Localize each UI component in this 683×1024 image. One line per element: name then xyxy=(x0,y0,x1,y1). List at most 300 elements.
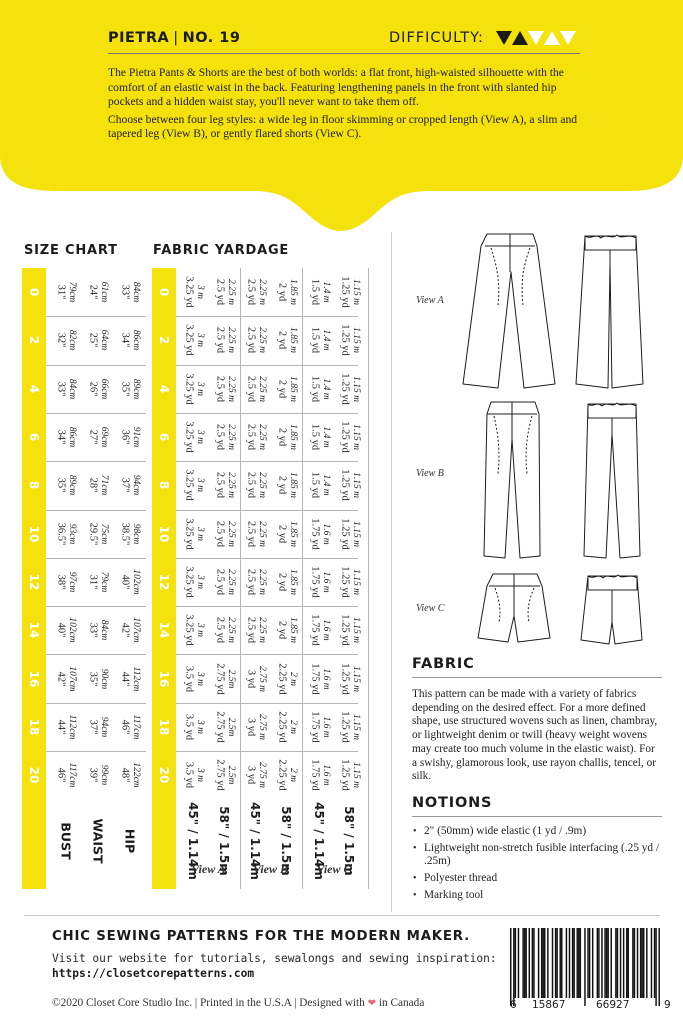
table-row-divider xyxy=(46,558,146,559)
yardage-metric: 1.15 m xyxy=(350,472,361,499)
barcode-bar xyxy=(584,928,585,1006)
table-row-divider xyxy=(46,461,146,462)
size-number: 16 xyxy=(27,670,41,687)
measurement-value: 26" xyxy=(87,381,99,397)
footer-separator: | xyxy=(194,997,198,1009)
yardage-value: 2.5 yd xyxy=(214,279,226,306)
yardage-value: 1.25 yd xyxy=(339,276,351,308)
yardage-metric: 1.15 m xyxy=(350,375,361,402)
yardage-metric: 2.25 m xyxy=(256,520,267,547)
yardage-metric: 1.6 m xyxy=(320,619,331,641)
barcode-bar xyxy=(587,928,588,998)
measurement-value: 34" xyxy=(55,429,67,445)
yardage-metric: 3 m xyxy=(194,623,205,638)
measurement-metric: 90cm xyxy=(98,668,109,689)
yardage-value: 1.25 yd xyxy=(339,614,351,646)
barcode-bar xyxy=(573,928,574,998)
view-c-label: View C xyxy=(416,603,445,614)
barcode-bar xyxy=(542,928,543,998)
size-number: 4 xyxy=(157,384,171,393)
yardage-metric: 2.25 m xyxy=(225,569,236,595)
barcode-bar xyxy=(615,928,616,998)
measurement-metric: 112cm xyxy=(66,714,77,740)
table-row-divider xyxy=(46,703,146,704)
measurement-metric: 75cm xyxy=(98,523,109,544)
yardage-metric: 3 m xyxy=(194,430,205,445)
barcode-bar xyxy=(651,928,652,998)
measurement-metric: 107cm xyxy=(66,665,77,692)
yardage-value: 3.25 yd xyxy=(183,517,195,550)
measurement-value: 42" xyxy=(55,671,67,686)
measurement-metric: 82cm xyxy=(66,330,77,351)
yardage-metric: 1.85 m xyxy=(287,375,298,402)
table-row-divider xyxy=(176,316,358,317)
yardage-metric: 1.85 m xyxy=(287,472,298,499)
measurement-value: 32" xyxy=(55,333,67,348)
yardage-metric: 1.85 m xyxy=(287,569,298,595)
size-number: 8 xyxy=(157,481,171,490)
fabric-width-label: 45" / 1.14m xyxy=(186,802,200,881)
footer-visit-text: Visit our website for tutorials, sewalongs and sewing inspiration: xyxy=(52,952,497,965)
view-a-front-drawing xyxy=(463,234,555,388)
fabric-heading: FABRIC xyxy=(412,656,475,672)
measurement-value: 44" xyxy=(55,719,67,735)
size-number: 2 xyxy=(157,336,171,345)
yardage-metric: 1.6 m xyxy=(320,716,331,738)
yardage-value: 2.75 yd xyxy=(214,759,226,791)
view-c-back-drawing xyxy=(581,575,642,644)
yardage-metric: 2 m xyxy=(287,719,298,734)
table-row-divider xyxy=(176,606,358,607)
barcode-bar xyxy=(566,928,567,998)
yardage-metric: 2.25 m xyxy=(225,472,236,499)
barcode-bar xyxy=(655,928,656,1006)
size-number: 18 xyxy=(27,718,41,736)
yardage-value: 1.25 yd xyxy=(339,373,351,405)
table-row-divider xyxy=(176,703,358,704)
yardage-value: 3.5 yd xyxy=(183,665,195,692)
size-number: 14 xyxy=(157,621,171,639)
table-row-divider xyxy=(46,365,146,366)
yardage-view-label: View B xyxy=(252,862,289,876)
yardage-value: 2.5 yd xyxy=(245,568,257,596)
measurement-metric: 102cm xyxy=(66,617,77,643)
barcode-bar xyxy=(637,928,638,998)
barcode-bar xyxy=(658,928,659,1006)
measurement-value: 36" xyxy=(119,429,131,445)
barcode-bar xyxy=(541,928,542,998)
yardage-value: 3.5 yd xyxy=(183,762,195,789)
yardage-value: 2.5 yd xyxy=(214,568,226,596)
barcode-bar xyxy=(606,928,607,998)
measurement-label: HIP xyxy=(122,829,138,854)
barcode-bar xyxy=(604,928,605,998)
measurement-value: 33" xyxy=(119,284,131,300)
measurement-value: 46" xyxy=(119,719,131,735)
barcode-bar xyxy=(589,928,590,998)
yardage-metric: 2.5m xyxy=(225,765,236,785)
measurement-value: 33" xyxy=(55,381,67,397)
table-row-divider xyxy=(176,413,358,414)
intro-paragraph-1: The Pietra Pants & Shorts are the best of both worlds: a flat front, high-waisted silhouette with the comfort of an elastic waist in the back. Featuring lengthening panels in the front with slanted hip pockets and a hidden waist stay, you'll never want to take them off. xyxy=(108,66,564,109)
barcode-bar xyxy=(513,928,514,1006)
yardage-value: 3 yd xyxy=(245,765,257,785)
yardage-value: 1.25 yd xyxy=(339,662,351,695)
measurement-metric: 98cm xyxy=(130,523,141,544)
yardage-value: 2 yd xyxy=(276,572,288,592)
barcode-digit-group: 66927 xyxy=(596,999,630,1011)
barcode-bar xyxy=(634,928,635,998)
table-row-divider xyxy=(46,654,146,655)
yardage-metric: 1.4 m xyxy=(320,281,331,303)
view-b-front-drawing xyxy=(484,402,540,558)
notion-item: • Marking tool xyxy=(412,889,667,903)
measurement-value: 33" xyxy=(87,622,99,638)
measurement-value: 36.5" xyxy=(55,522,67,545)
measurement-metric: 66cm xyxy=(98,378,109,400)
barcode-bar xyxy=(617,928,618,998)
size-number: 6 xyxy=(27,432,41,442)
yardage-value: 1.75 yd xyxy=(309,517,321,550)
yardage-value: 2.5 yd xyxy=(245,279,257,306)
yardage-metric: 2.5m xyxy=(225,669,236,688)
measurement-value: 35" xyxy=(87,671,99,686)
measurement-metric: 112cm xyxy=(130,666,141,691)
yardage-metric: 1.15 m xyxy=(350,520,361,547)
measurement-value: 40" xyxy=(55,622,67,638)
measurement-metric: 91cm xyxy=(130,426,141,448)
measurement-metric: 64cm xyxy=(98,330,109,351)
yardage-metric: 3 m xyxy=(194,333,205,348)
measurement-metric: 102cm xyxy=(130,569,141,595)
printed-text: Printed in the U.S.A xyxy=(199,997,292,1009)
yardage-metric: 3 m xyxy=(194,526,205,541)
yardage-metric: 1.15 m xyxy=(350,617,361,644)
difficulty-label: DIFFICULTY: xyxy=(389,30,484,46)
canada-text: in Canada xyxy=(378,997,425,1009)
measurement-value: 48" xyxy=(119,767,131,783)
measurement-value: 42" xyxy=(119,622,131,638)
size-number: 10 xyxy=(157,525,171,542)
yardage-value: 1.25 yd xyxy=(339,469,351,502)
measurement-value: 28" xyxy=(87,477,99,493)
pattern-name: PIETRA xyxy=(108,30,170,46)
measurement-metric: 99cm xyxy=(98,764,109,786)
notion-item: • Lightweight non-stretch fusible interfacing (.25 yd / .25m) xyxy=(412,842,667,869)
barcode-bar xyxy=(561,928,562,998)
yardage-value: 2.75 yd xyxy=(214,662,226,695)
measurement-value: 34" xyxy=(119,333,131,348)
yardage-value: 1.5 yd xyxy=(309,327,321,354)
barcode-bar xyxy=(538,928,539,998)
barcode-bar xyxy=(620,928,621,998)
measurement-metric: 61cm xyxy=(98,281,109,303)
measurement-value: 27" xyxy=(87,429,99,445)
yardage-value: 2 yd xyxy=(276,621,288,640)
yardage-value: 2.25 yd xyxy=(276,759,288,791)
size-number: 14 xyxy=(27,621,41,639)
yardage-value: 1.75 yd xyxy=(309,566,321,598)
yardage-metric: 1.15 m xyxy=(350,424,361,450)
yardage-value: 2.75 yd xyxy=(214,711,226,743)
measurement-value: 37" xyxy=(119,477,131,493)
yardage-metric: 2.25 m xyxy=(256,279,267,306)
yardage-value: 3 yd xyxy=(245,717,257,737)
yardage-value: 1.75 yd xyxy=(309,759,321,791)
yardage-value: 3.25 yd xyxy=(183,276,195,308)
fabric-width-label: 45" / 1.14m xyxy=(312,802,326,881)
view-c-front-drawing xyxy=(478,574,550,642)
triangle-rating-icon xyxy=(496,30,580,46)
fabric-yardage-title: FABRIC YARDAGE xyxy=(153,243,290,258)
view-column-divider xyxy=(368,268,369,889)
yardage-value: 1.5 yd xyxy=(309,423,321,451)
table-row-divider xyxy=(46,751,146,752)
yardage-value: 1.25 yd xyxy=(339,566,351,598)
yardage-value: 2.5 yd xyxy=(214,327,226,354)
yardage-value: 1.5 yd xyxy=(309,375,321,402)
size-number: 0 xyxy=(157,287,171,297)
yardage-value: 3.25 yd xyxy=(183,566,195,598)
barcode-bar xyxy=(580,928,581,998)
yardage-value: 2.5 yd xyxy=(214,520,226,547)
yardage-metric: 2.25 m xyxy=(225,424,236,450)
measurement-label: WAIST xyxy=(90,818,106,864)
column-divider xyxy=(391,232,392,912)
measurement-metric: 79cm xyxy=(98,571,109,593)
yardage-value: 2 yd xyxy=(276,524,288,543)
yardage-value: 1.75 yd xyxy=(309,711,321,743)
yardage-value: 2 yd xyxy=(276,427,288,447)
measurement-value: 44" xyxy=(119,671,131,686)
measurement-value: 31" xyxy=(87,574,99,590)
yardage-value: 3.25 yd xyxy=(183,373,195,405)
measurement-value: 38.5" xyxy=(119,522,131,545)
measurement-metric: 117cm xyxy=(130,714,141,740)
barcode-bar xyxy=(640,928,641,998)
yardage-metric: 2.25 m xyxy=(225,279,236,306)
yardage-metric: 2 m xyxy=(287,671,298,686)
yardage-metric: 1.85 m xyxy=(287,424,298,450)
yardage-metric: 2.25 m xyxy=(225,520,236,547)
difficulty-empty-triangle xyxy=(560,31,576,45)
yardage-metric: 3 m xyxy=(194,285,205,300)
measurement-value: 25" xyxy=(87,333,99,348)
yardage-value: 2.5 yd xyxy=(214,472,226,499)
yardage-metric: 2.25 m xyxy=(256,472,267,499)
measurement-metric: 93cm xyxy=(66,523,77,544)
measurement-metric: 79cm xyxy=(66,281,77,303)
yardage-value: 2.5 yd xyxy=(214,375,226,402)
table-row-divider xyxy=(46,413,146,414)
notion-item: • 2" (50mm) wide elastic (1 yd / .9m) xyxy=(412,825,667,839)
yardage-metric: 2.75 m xyxy=(256,762,267,789)
yardage-metric: 1.4 m xyxy=(320,378,331,400)
measurement-metric: 94cm xyxy=(98,716,109,738)
difficulty-filled-triangle xyxy=(496,31,512,45)
yardage-value: 2.5 yd xyxy=(245,327,257,354)
yardage-value: 2.5 yd xyxy=(245,375,257,402)
barcode-bar xyxy=(552,928,553,998)
measurement-metric: 71cm xyxy=(98,475,109,496)
difficulty-filled-triangle xyxy=(512,31,528,45)
yardage-value: 1.75 yd xyxy=(309,614,321,646)
measurement-metric: 97cm xyxy=(66,571,77,593)
barcode-bar xyxy=(628,928,629,998)
table-row-divider xyxy=(46,510,146,511)
barcode-bar xyxy=(576,928,577,998)
yardage-metric: 2.25 m xyxy=(225,375,236,402)
fabric-width-label: 58" / 1.5m xyxy=(217,806,231,877)
table-row-divider xyxy=(176,558,358,559)
yardage-value: 2 yd xyxy=(276,379,288,398)
barcode-bar xyxy=(547,928,548,998)
measurement-value: 38" xyxy=(55,574,67,590)
yardage-value: 1.25 yd xyxy=(339,324,351,357)
yardage-value: 2.5 yd xyxy=(245,617,257,644)
yardage-metric: 1.15 m xyxy=(350,713,361,740)
size-number: 4 xyxy=(27,384,41,393)
fabric-width-label: 58" / 1.5m xyxy=(279,806,293,877)
yardage-metric: 1.6 m xyxy=(320,764,331,786)
barcode-bar xyxy=(510,928,511,1006)
intro-paragraph-2: Choose between four leg styles: a wide leg in floor skimming or cropped length (View A), a slim and tapered leg (View B), or gently flared shorts (View C). xyxy=(108,112,578,141)
barcode-digit-group: 15867 xyxy=(532,999,566,1011)
measurement-metric: 107cm xyxy=(130,617,141,643)
size-number: 0 xyxy=(27,287,41,297)
barcode-bar xyxy=(525,928,526,998)
yardage-metric: 1.85 m xyxy=(287,520,298,547)
yardage-metric: 2.5m xyxy=(225,717,236,737)
yardage-metric: 1.15 m xyxy=(350,569,361,595)
barcode-digit-group: 9 xyxy=(664,999,671,1011)
notions-heading: NOTIONS xyxy=(412,795,493,811)
barcode-bar xyxy=(632,928,633,998)
yardage-value: 1.25 yd xyxy=(339,711,351,743)
barcode-bar xyxy=(643,928,644,998)
size-number: 12 xyxy=(27,573,41,591)
yardage-value: 2.5 yd xyxy=(214,617,226,644)
fabric-description: This pattern can be made with a variety of fabrics depending on the desired effect. For a more defined shape, use structured wovens such as linen, chambray, or lightweight denim or twill (heavy weight wovens may create too much volume in the elastic waist). For a swishy, glamorous look, use rayon challis, tencel, or silk. xyxy=(412,688,658,783)
yardage-value: 1.25 yd xyxy=(339,759,351,791)
size-number: 18 xyxy=(157,718,171,736)
yardage-value: 1.25 yd xyxy=(339,517,351,550)
yardage-metric: 2.25 m xyxy=(225,327,236,354)
barcode-icon xyxy=(510,928,660,1010)
yardage-metric: 3 m xyxy=(194,719,205,734)
yardage-value: 2.5 yd xyxy=(245,423,257,451)
barcode-bar xyxy=(598,928,599,998)
measurement-metric: 84cm xyxy=(130,281,141,303)
barcode-bar xyxy=(654,928,655,998)
measurement-metric: 86cm xyxy=(66,426,77,448)
barcode-bar xyxy=(544,928,545,998)
view-a-back-drawing xyxy=(576,235,643,388)
barcode-bar xyxy=(592,928,593,998)
size-number: 20 xyxy=(157,766,171,784)
barcode-bar xyxy=(623,928,624,998)
yardage-metric: 1.15 m xyxy=(350,327,361,354)
yardage-metric: 1.15 m xyxy=(350,665,361,692)
footer-tagline: CHIC SEWING PATTERNS FOR THE MODERN MAKER. xyxy=(52,929,470,944)
yardage-value: 3.25 yd xyxy=(183,469,195,502)
measurement-label: BUST xyxy=(58,822,74,860)
measurement-value: 29.5" xyxy=(87,522,99,545)
yardage-view-label: View A xyxy=(191,862,226,876)
barcode-bar xyxy=(556,928,557,998)
yardage-metric: 1.15 m xyxy=(350,279,361,306)
yardage-value: 2.25 yd xyxy=(276,711,288,743)
yardage-value: 2.5 yd xyxy=(245,472,257,499)
yardage-metric: 1.4 m xyxy=(320,426,331,448)
website-link[interactable]: https://closetcorepatterns.com xyxy=(52,967,255,980)
view-column-divider xyxy=(240,268,241,889)
measurement-value: 40" xyxy=(119,574,131,590)
yardage-value: 1.25 yd xyxy=(339,421,351,453)
yardage-value: 3.25 yd xyxy=(183,614,195,646)
copyright-line xyxy=(52,997,424,1009)
copyright-text: ©2020 Closet Core Studio Inc. xyxy=(52,997,193,1009)
yardage-metric: 2.75 m xyxy=(256,665,267,692)
footer-separator: | xyxy=(294,997,297,1009)
yardage-value: 2 yd xyxy=(276,476,288,495)
barcode-bar xyxy=(646,928,647,998)
yardage-value: 2.5 yd xyxy=(245,520,257,547)
yardage-metric: 2.25 m xyxy=(256,569,267,595)
size-number: 20 xyxy=(27,766,41,784)
size-number: 12 xyxy=(157,573,171,591)
difficulty-empty-triangle xyxy=(528,31,544,45)
fabric-width-label: 58" / 1.5m xyxy=(342,806,356,877)
notions-divider xyxy=(412,816,662,817)
table-row-divider xyxy=(176,461,358,462)
table-row-divider xyxy=(46,606,146,607)
yardage-metric: 3 m xyxy=(194,671,205,686)
yardage-metric: 2.25 m xyxy=(256,375,267,402)
heart-icon: ❤ xyxy=(367,998,377,1009)
view-b-back-drawing xyxy=(584,403,640,558)
pattern-number: NO. 19 xyxy=(182,30,241,46)
yardage-metric: 1.85 m xyxy=(287,617,298,644)
table-row-divider xyxy=(176,751,358,752)
yardage-metric: 3 m xyxy=(194,478,205,493)
barcode-bar xyxy=(555,928,556,998)
size-number: 2 xyxy=(27,336,41,345)
technical-drawings xyxy=(450,224,670,664)
size-chart-title: SIZE CHART xyxy=(24,243,118,258)
barcode-bar xyxy=(532,928,533,998)
size-number: 10 xyxy=(27,525,41,542)
yardage-value: 2.5 yd xyxy=(214,423,226,451)
difficulty-empty-triangle xyxy=(544,31,560,45)
barcode-bar xyxy=(597,928,598,998)
measurement-value: 24" xyxy=(87,284,99,300)
yardage-value: 3.5 yd xyxy=(183,713,195,740)
barcode-bar xyxy=(515,928,516,998)
yardage-metric: 2.25 m xyxy=(256,617,267,644)
yardage-metric: 1.6 m xyxy=(320,667,331,690)
yardage-metric: 1.15 m xyxy=(350,762,361,789)
yardage-value: 2 yd xyxy=(276,282,288,302)
barcode-bar xyxy=(522,928,523,998)
yardage-metric: 3 m xyxy=(194,381,205,396)
yardage-metric: 3 m xyxy=(194,768,205,783)
view-a-label: View A xyxy=(416,295,444,306)
measurement-metric: 69cm xyxy=(98,426,109,448)
measurement-value: 39" xyxy=(87,767,99,783)
yardage-metric: 2.25 m xyxy=(256,424,267,450)
barcode-bar xyxy=(607,928,608,998)
